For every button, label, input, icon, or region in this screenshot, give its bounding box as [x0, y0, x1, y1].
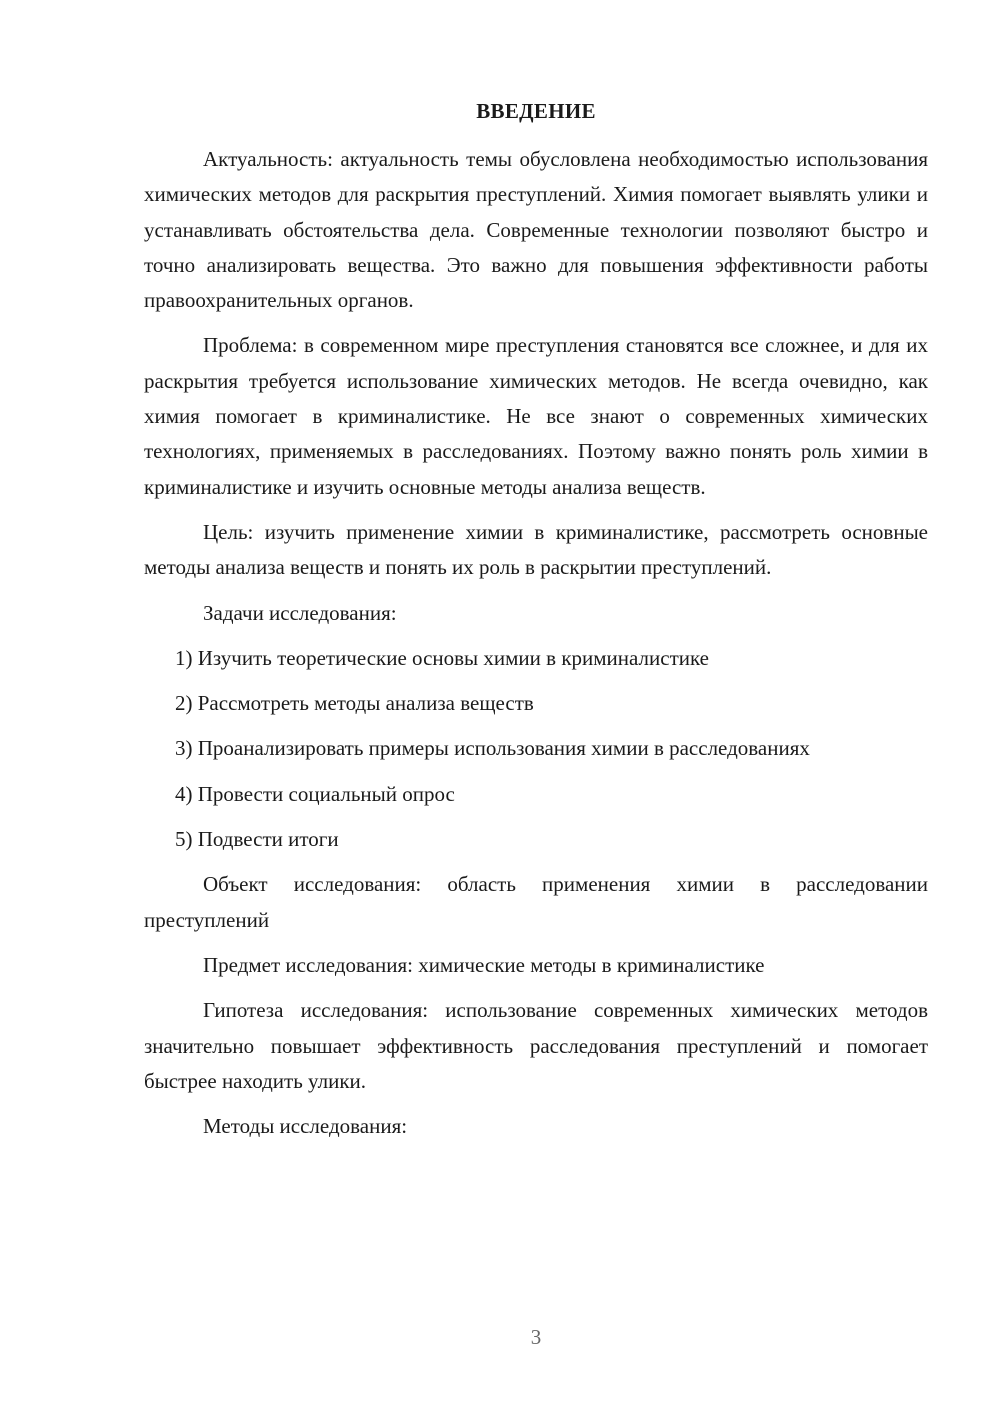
paragraph-tasks-heading: Задачи исследования: — [203, 600, 397, 625]
paragraph-problem: Проблема: в современном мире преступления становятся все сложнее, и для их раскрытия требуется использование химических методов. Не всегда очевидно, как химия помогает в криминалистике. Не все знают о современных химических технологиях, применяемых в расследованиях. Поэтому важно понять роль химии в криминалистике и изучить основные методы анализа веществ. — [144, 333, 928, 499]
paragraph-relevance: Актуальность: актуальность темы обусловлена необходимостью использования химических методов для раскрытия преступлений. Химия помогает выявлять улики и устанавливать обстоятельства дела. Современные технологии позволяют быстро и точно анализировать вещества. Это важно для повышения эффективности работы правоохранительных органов. — [144, 147, 928, 313]
paragraph-goal: Цель: изучить применение химии в криминалистике, рассмотреть основные методы анализа веществ и понять их роль в раскрытии преступлений. — [144, 519, 928, 580]
page-title: ВВЕДЕНИЕ — [476, 99, 596, 123]
list-item-task-3: 3) Проанализировать примеры использования химии в расследованиях — [175, 736, 810, 761]
paragraph-hypothesis: Гипотеза исследования: использование современных химических методов значительно повышает эффективность расследования преступлений и помогает быстрее находить улики. — [144, 998, 928, 1093]
paragraph-methods: Методы исследования: — [203, 1114, 408, 1139]
page-number: 3 — [530, 1325, 542, 1349]
body-text — [144, 142, 928, 1154]
paragraph-object: Объект исследования: область применения химии в расследовании преступлений — [144, 872, 928, 932]
list-item-task-5: 5) Подвести итоги — [175, 827, 339, 852]
list-item-task-1: 1) Изучить теоретические основы химии в криминалистике — [175, 645, 709, 670]
list-item-task-2: 2) Рассмотреть методы анализа веществ — [175, 691, 534, 716]
list-item-task-4: 4) Провести социальный опрос — [175, 781, 455, 806]
paragraph-subject: Предмет исследования: химические методы в криминалистике — [203, 952, 765, 977]
